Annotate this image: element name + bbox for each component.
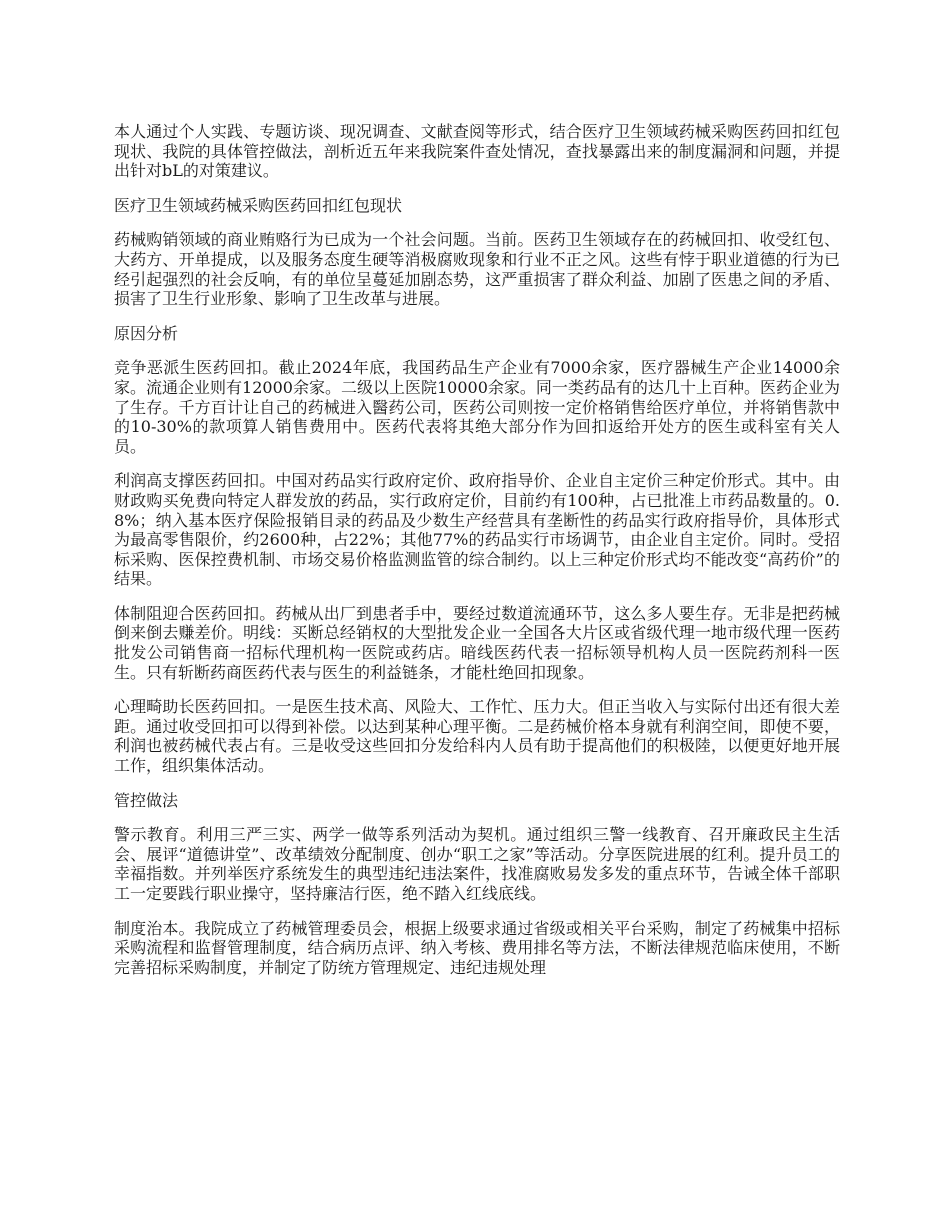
control-paragraph-education: 警示教育。利用三严三实、两学一做等系列活动为契机。通过组织三警一线教育、召开廉政民主生活会、展评“道德讲堂”、改革绩效分配制度、创办“职工之家”等活动。分享医院进展的红利。提升员工的幸福指数。并列举医疗系统发生的典型违纪违法案件，找准腐败易发多发的重点环节，告诫全体千部职工一定要践行职业操守，坚持廉洁行医，绝不踏入红线底线。	[114, 825, 840, 903]
section-heading-cause: 原因分析	[114, 323, 179, 343]
section-heading-status: 医疗卫生领域药械采购医药回扣红包现状	[114, 195, 403, 215]
section-heading-control: 管控做法	[114, 790, 179, 810]
intro-paragraph: 本人通过个人实践、专题访谈、现况调查、文献查阅等形式，结合医疗卫生领域药械采购医药回扣红包现状、我院的具体管控做法，剖析近五年来我院案件查处情况，查找暴露出来的制度漏洞和问题，并提出针对bL的对策建议。	[114, 122, 840, 181]
status-paragraph: 药械购销领域的商业贿赂行为已成为一个社会问题。当前。医药卫生领域存在的药械回扣、收受红包、大药方、开单提成，以及服务态度生硬等消极腐败现象和行业不正之风。这些有悖于职业道德的行为已经引起强烈的社会反响，有的单位呈蔓延加剧态势，这严重损害了群众利益、加剧了医患之间的矛盾、损害了卫生行业形象、影响了卫生改革与进展。	[114, 230, 840, 309]
cause-paragraph-competition: 竞争恶派生医药回扣。截止2024年底，我国药品生产企业有7000余家，医疗器械生产企业14000余家。流通企业则有12000余家。二级以上医院10000余家。同一类药品有的达几十上百种。医药企业为了生存。千方百计让自己的药械进入醫药公司，医药公司则按一定价格销售给医疗单位，并将销售款中的10-30%的款项算人销售费用中。医药代表将其绝大部分作为回扣返给开处方的医生或科室有关人员。	[114, 358, 840, 456]
cause-paragraph-psychology: 心理畸助长医药回扣。一是医生技术高、风险大、工作忙、压力大。但正当收入与实际付出还有很大差距。通过收受回扣可以得到补偿。以达到某种心理平衡。二是药械价格本身就有利润空间，即使不要，利润也被药械代表占有。三是收受这些回扣分发给科内人员有助于提高他们的积极陸，以便更好地开展工作，组织集体活动。	[114, 697, 840, 776]
document-body	[114, 122, 840, 992]
control-paragraph-system: 制度治本。我院成立了药械管理委员会，根据上级要求通过省级或相关平台采购，制定了药械集中招标采购流程和监督管理制度，结合病历点评、纳入考核、费用排名等方法，不断法律规范临床使用，不断完善招标采购制度，并制定了防统方管理规定、违纪违规处理	[114, 918, 840, 977]
cause-paragraph-system: 体制阻迎合医药回扣。药械从出厂到患者手中，要经过数道流通环节，这么多人要生存。无非是把药械倒来倒去赚差价。明线：买断总经销权的大型批发企业一全国各大片区或省级代理一地市级代理一医药批发公司销售商一招标代理机构一医院或药店。暗线医药代表一招标领导机构人员一医院药剂科一医生。只有斩断药商医药代表与医生的利益链条，才能杜绝回扣现象。	[114, 603, 840, 682]
cause-paragraph-profit: 利润高支撑医药回扣。中国对药品实行政府定价、政府指导价、企业自主定价三种定价形式。其中。由财政购买免费向特定人群发放的药品，实行政府定价，目前约有100种，占已批准上市药品数量的。0.8%；纳入基本医疗保险报销目录的药品及少数生产经营具有垄断性的药品实行政府指导价，具体形式为最高零售限价，约2600种，占22%；其他77%的药品实行市场调节，由企业自主定价。同时。受招标采购、医保控费机制、市场交易价格监测监管的综合制约。以上三种定价形式均不能改变“高药价”的结果。	[114, 471, 840, 589]
